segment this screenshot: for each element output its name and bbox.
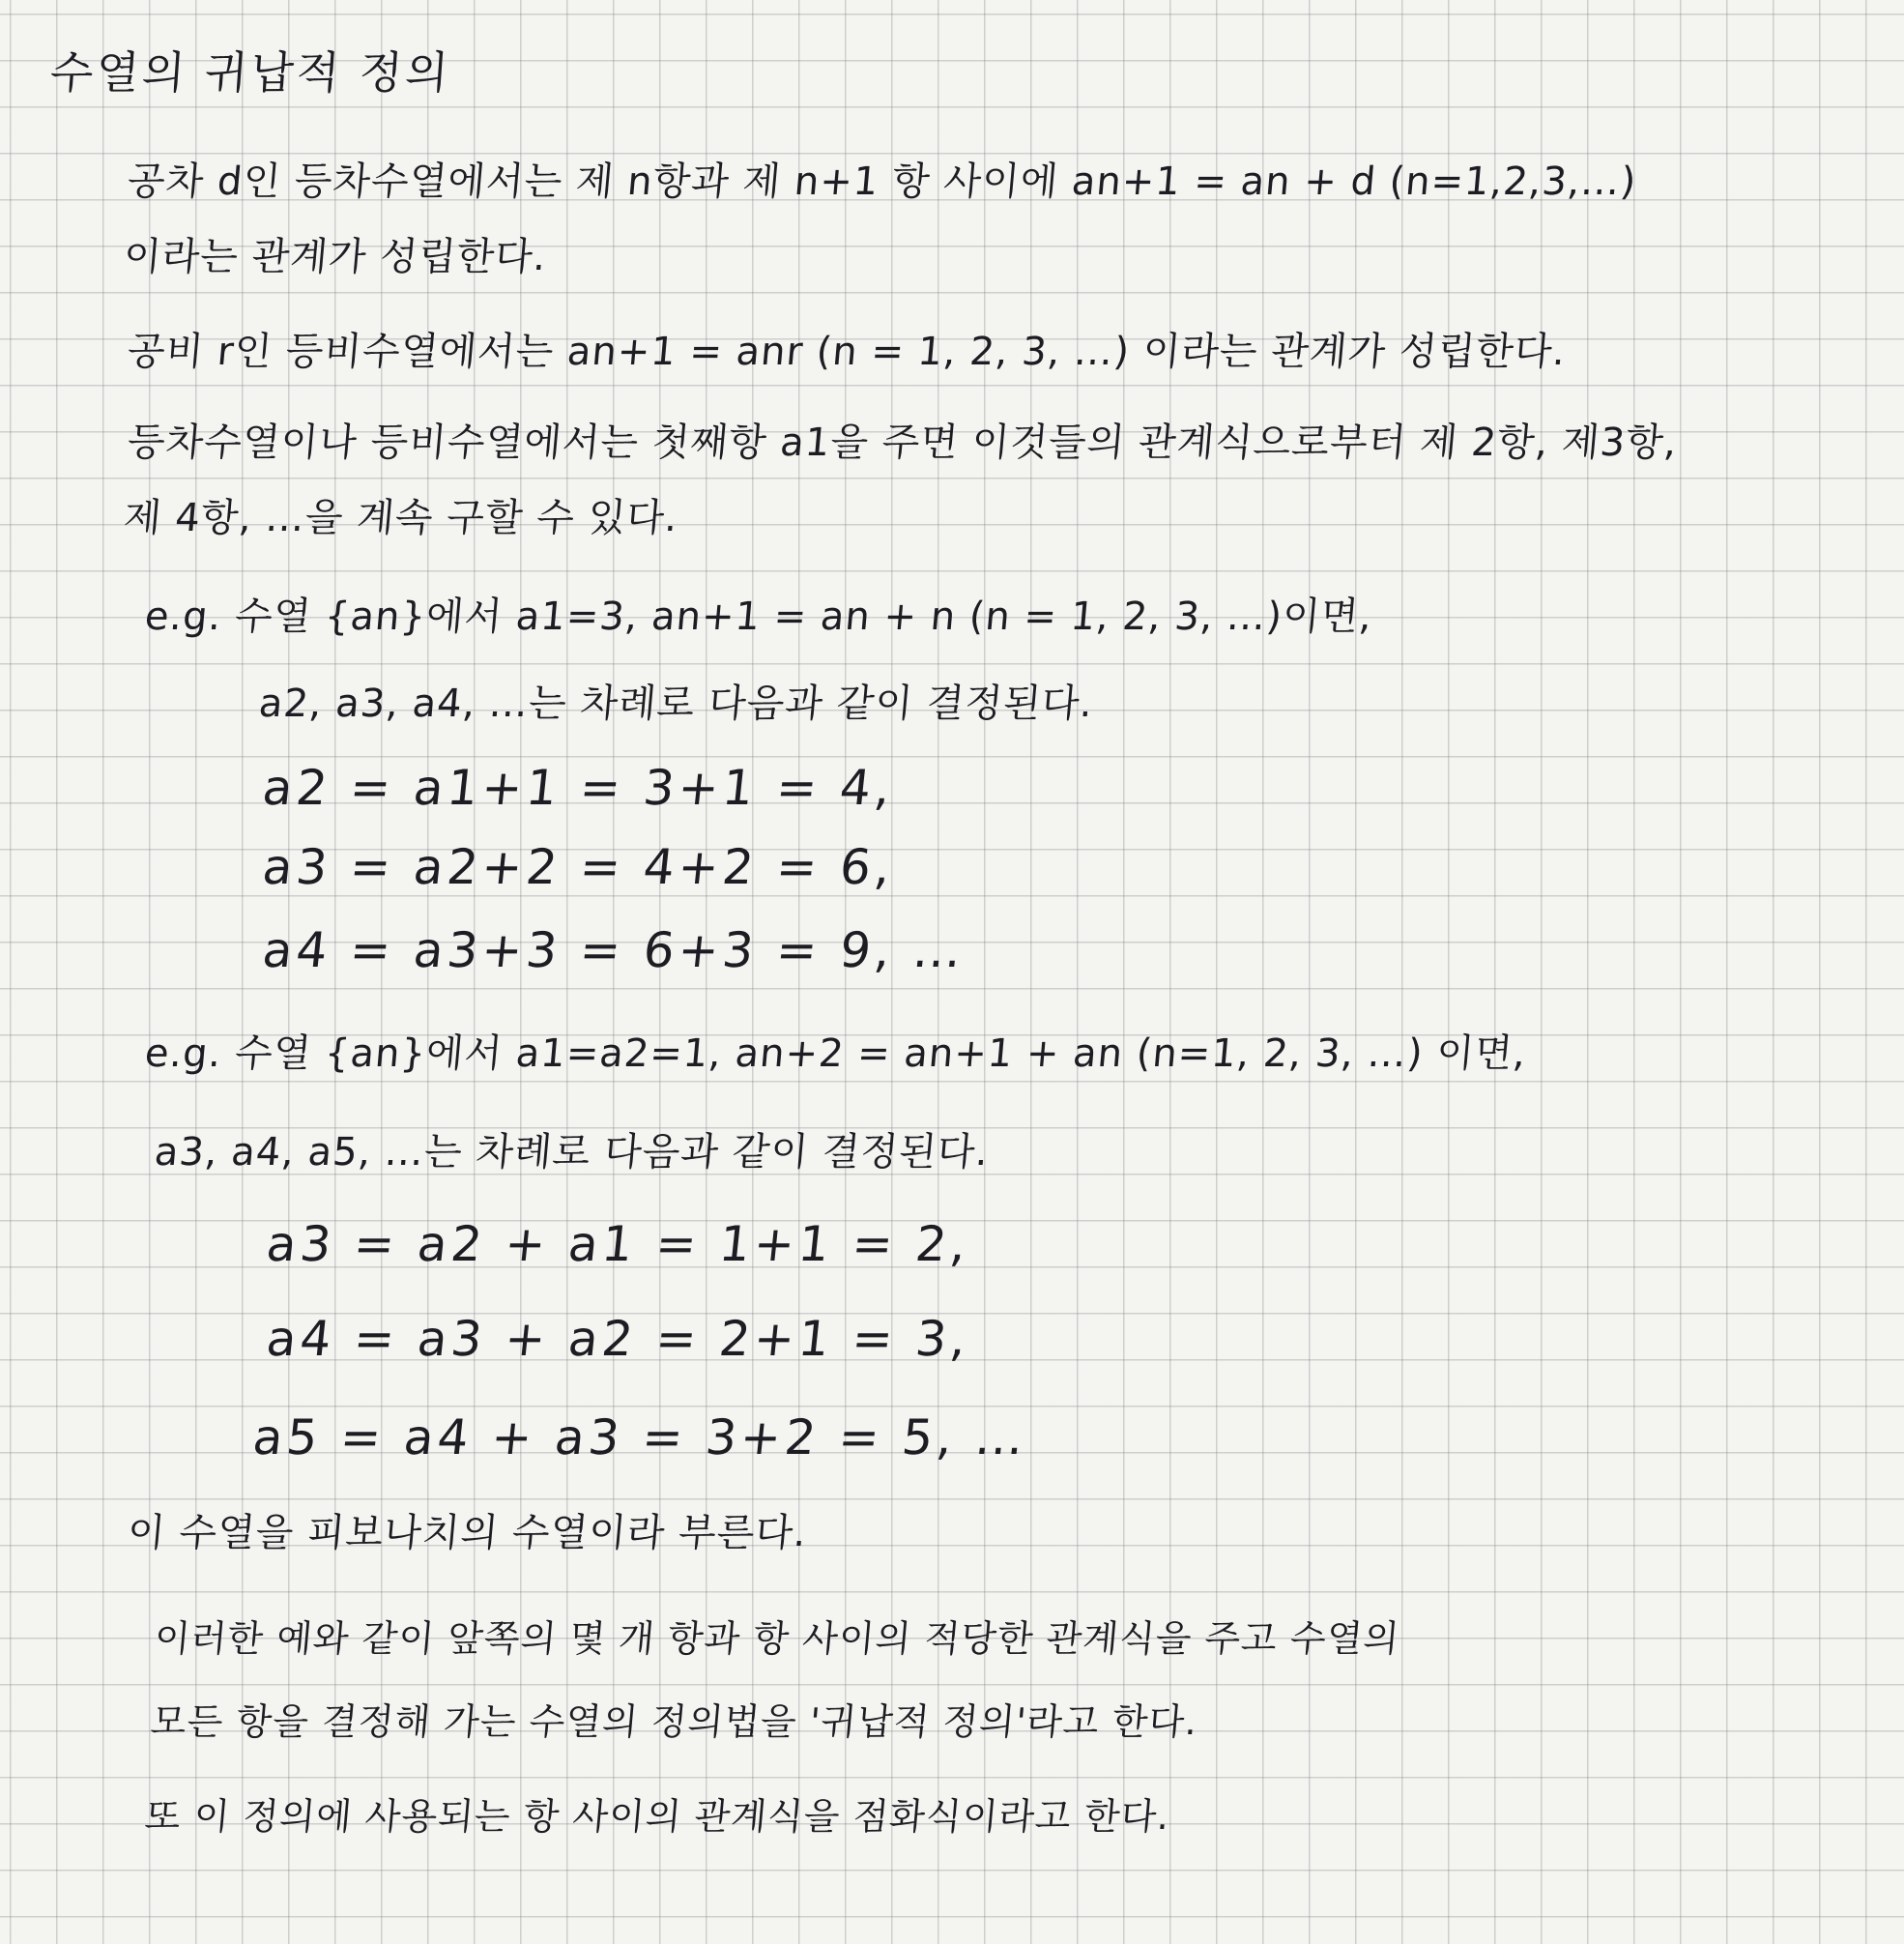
text-line: a2, a3, a4, …는 차례로 다음과 같이 결정된다. <box>256 682 1096 726</box>
page-title: 수열의 귀납적 정의 <box>48 46 453 99</box>
text-line: 이라는 관계가 성립한다. <box>121 235 549 279</box>
equation-line: a5 = a4 + a3 = 3+2 = 5, … <box>249 1409 1031 1465</box>
equation-line: a2 = a1+1 = 3+1 = 4, <box>259 760 897 816</box>
text-line: 이 수열을 피보나치의 수열이라 부른다. <box>125 1511 809 1555</box>
equation-line: a3 = a2+2 = 4+2 = 6, <box>259 839 897 895</box>
text-line: 모든 항을 결정해 가는 수열의 정의법을 '귀납적 정의'라고 한다. <box>149 1700 1200 1743</box>
equation-line: a3 = a2 + a1 = 1+1 = 2, <box>263 1216 973 1272</box>
text-line: 또 이 정의에 사용되는 항 사이의 관계식을 점화식이라고 한다. <box>143 1795 1172 1838</box>
equation-line: a4 = a3+3 = 6+3 = 9, … <box>259 922 968 978</box>
text-line: 공비 r인 등비수열에서는 an+1 = anr (n = 1, 2, 3, …) 이라는 관계가 성립한다. <box>125 330 1569 374</box>
text-line: 공차 d인 등차수열에서는 제 n항과 제 n+1 항 사이에 an+1 = an + d (n=1,2,3,…) <box>125 160 1639 204</box>
text-line: 이러한 예와 같이 앞쪽의 몇 개 항과 항 사이의 적당한 관계식을 주고 수열의 <box>153 1617 1402 1660</box>
example-header: e.g. 수열 {an}에서 a1=3, an+1 = an + n (n = 1, 2, 3, …)이면, <box>142 595 1375 639</box>
text-line: 제 4항, …을 계속 구할 수 있다. <box>121 496 680 540</box>
text-line: a3, a4, a5, …는 차례로 다음과 같이 결정된다. <box>152 1130 992 1175</box>
example-header: e.g. 수열 {an}에서 a1=a2=1, an+2 = an+1 + an (n=1, 2, 3, …) 이면, <box>142 1031 1529 1076</box>
text-line: 등차수열이나 등비수열에서는 첫째항 a1을 주면 이것들의 관계식으로부터 제 2항, 제3항, <box>125 421 1680 465</box>
equation-line: a4 = a3 + a2 = 2+1 = 3, <box>263 1311 973 1367</box>
